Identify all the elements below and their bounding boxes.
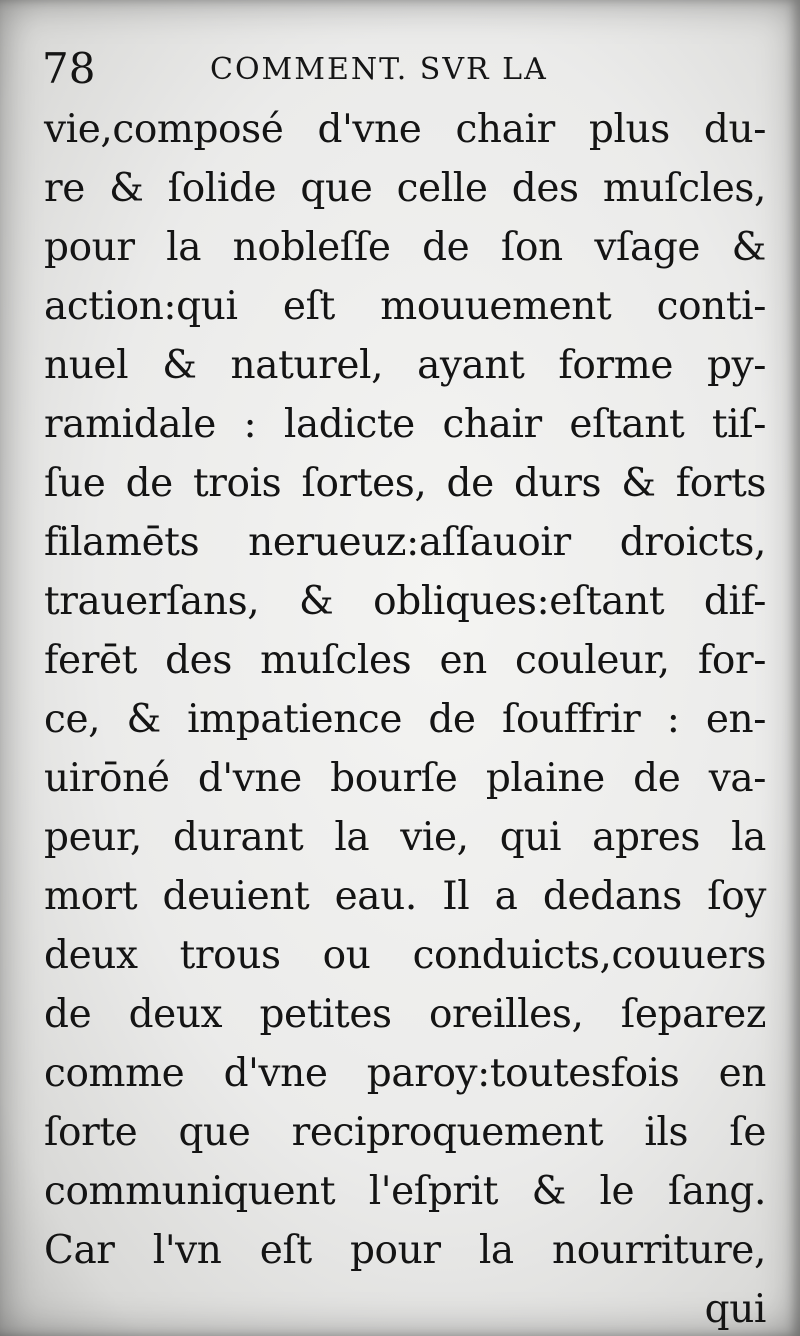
text-line: ſorte que reciproquement ils ſe <box>44 1110 766 1155</box>
text-line: deux trous ou conduicts,couuers <box>44 933 766 978</box>
text-line: nuel & naturel, ayant forme py- <box>44 343 766 388</box>
text-line: trauerſans, & obliques:eſtant dif- <box>44 579 766 624</box>
page-number: 78 <box>42 44 96 93</box>
text-line: vie,composé d'vne chair plus du- <box>44 107 766 152</box>
text-line: communiquent l'eſprit & le ſang. <box>44 1169 766 1214</box>
text-line: re & ſolide que celle des muſcles, <box>44 166 766 211</box>
text-line: comme d'vne paroy:toutesfois en <box>44 1051 766 1096</box>
text-line: uirōné d'vne bourſe plaine de va- <box>44 756 766 801</box>
text-line: mort deuient eau. Il a dedans ſoy <box>44 874 766 919</box>
text-line: ramidale : ladicte chair eſtant tiſ- <box>44 402 766 447</box>
catchword: qui <box>704 1287 766 1332</box>
text-line: pour la nobleſſe de ſon vſage & <box>44 225 766 270</box>
running-head: COMMENT. SVR LA <box>210 52 548 87</box>
page-header <box>42 44 762 94</box>
text-line: ſue de trois ſortes, de durs & forts <box>44 461 766 506</box>
text-line: de deux petites oreilles, ſeparez <box>44 992 766 1037</box>
text-line: peur, durant la vie, qui apres la <box>44 815 766 860</box>
text-line: ferēt des muſcles en couleur, for- <box>44 638 766 683</box>
text-line: filamēts nerueuz:aſſauoir droicts, <box>44 520 766 565</box>
text-line: ce, & impatience de ſouffrir : en- <box>44 697 766 742</box>
text-line: action:qui eſt mouuement conti- <box>44 284 766 329</box>
body-text <box>44 100 766 1336</box>
text-line: Car l'vn eſt pour la nourriture, <box>44 1228 766 1273</box>
